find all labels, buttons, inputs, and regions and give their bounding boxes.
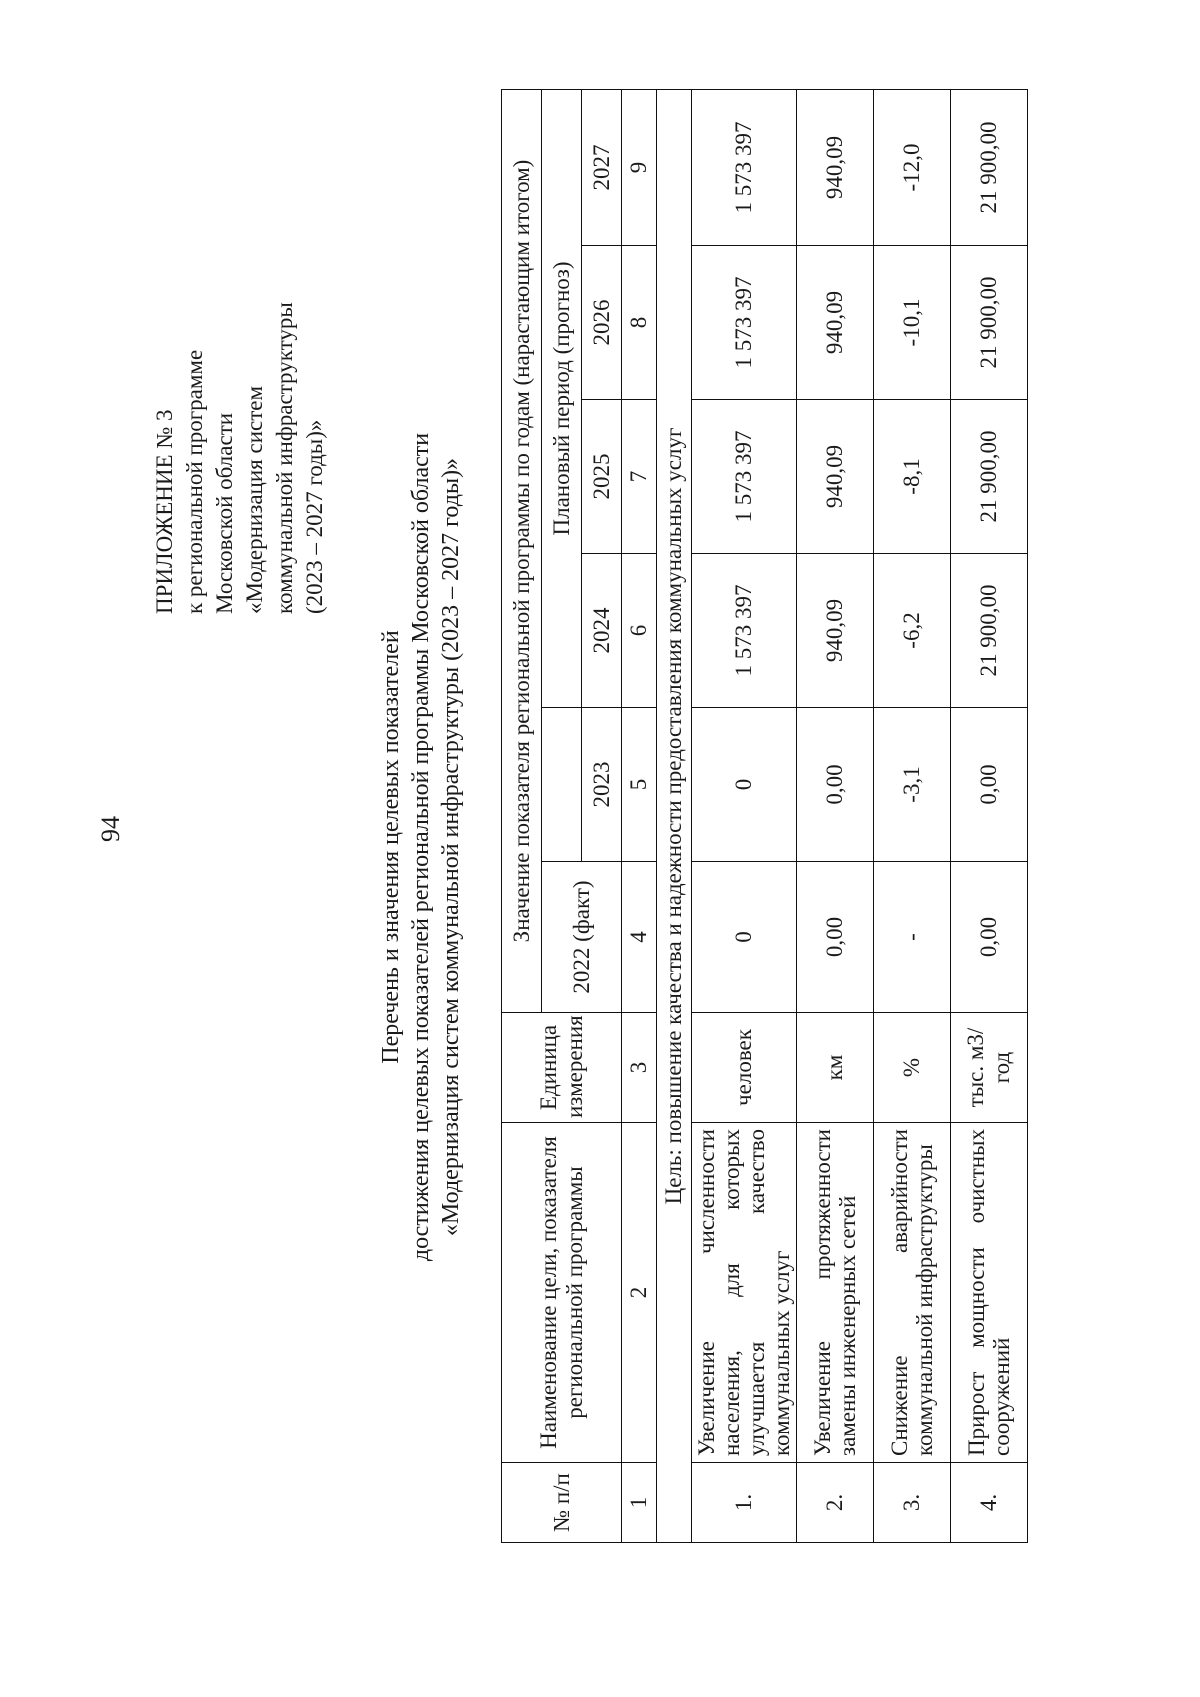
row-value-2025: 940,09 (797, 400, 874, 554)
row-value-2024: -6,2 (874, 554, 951, 708)
header-2022: 2022 (факт) (542, 862, 622, 1013)
row-value-2024: 1 573 397 (692, 554, 797, 708)
appendix-line: «Модернизация систем (242, 385, 267, 614)
row-num: 3. (874, 1463, 951, 1543)
appendix-line: к региональной программе (182, 349, 207, 614)
column-number: 9 (622, 89, 657, 245)
page-number: 94 (96, 816, 125, 842)
row-name: Увеличение протяженности замены инженерных сетей (797, 1123, 874, 1463)
row-num: 1. (692, 1463, 797, 1543)
row-name: Прирост мощности очистных сооружений (951, 1123, 1028, 1463)
row-value-2025: 21 900,00 (951, 400, 1028, 554)
row-value-2026: -10,1 (874, 246, 951, 400)
column-number: 7 (622, 400, 657, 554)
indicators-table (501, 89, 1028, 1543)
column-number: 6 (622, 554, 657, 708)
document-title (376, 147, 466, 1547)
row-value-2026: 21 900,00 (951, 246, 1028, 400)
row-num: 4. (951, 1463, 1028, 1543)
row-value-2025: 1 573 397 (692, 400, 797, 554)
row-value-2026: 1 573 397 (692, 246, 797, 400)
column-number: 5 (622, 708, 657, 862)
row-unit: км (797, 1013, 874, 1123)
row-value-2022: 0,00 (797, 862, 874, 1013)
goal-row: Цель: повышение качества и надежности предоставления коммунальных услуг (657, 89, 692, 1542)
row-value-2024: 940,09 (797, 554, 874, 708)
row-value-2023: 0,00 (951, 708, 1028, 862)
row-value-2022: 0,00 (951, 862, 1028, 1013)
table-row (692, 89, 797, 1542)
header-2025: 2025 (582, 400, 622, 554)
column-number: 8 (622, 246, 657, 400)
row-value-2026: 940,09 (797, 246, 874, 400)
appendix-line: коммунальной инфраструктуры (272, 302, 297, 614)
header-2024: 2024 (582, 554, 622, 708)
header-unit: Единица измерения (502, 1013, 622, 1123)
row-value-2023: -3,1 (874, 708, 951, 862)
column-number: 3 (622, 1013, 657, 1123)
header-blank (542, 708, 582, 862)
row-value-2027: 1 573 397 (692, 89, 797, 245)
column-number: 4 (622, 862, 657, 1013)
header-name: Наименование цели, показателя региональной программы (502, 1123, 622, 1463)
row-num: 2. (797, 1463, 874, 1543)
row-name: Снижение аварийности коммунальной инфраструктуры (874, 1123, 951, 1463)
column-number: 1 (622, 1463, 657, 1543)
header-2027: 2027 (582, 89, 622, 245)
row-value-2025: -8,1 (874, 400, 951, 554)
row-value-2022: - (874, 862, 951, 1013)
row-value-2023: 0,00 (797, 708, 874, 862)
row-value-2023: 0 (692, 708, 797, 862)
header-values-group: Значение показателя региональной программы по годам (нарастающим итогом) (502, 89, 542, 1012)
appendix-line: (2023 – 2027 годы)» (302, 419, 327, 614)
title-line: Перечень и значения целевых показателей (378, 630, 404, 1064)
appendix-line: ПРИЛОЖЕНИЕ № 3 (152, 409, 177, 614)
appendix-header (150, 154, 330, 614)
row-unit: тыс. м3/год (951, 1013, 1028, 1123)
row-value-2024: 21 900,00 (951, 554, 1028, 708)
row-value-2027: 21 900,00 (951, 89, 1028, 245)
row-value-2027: -12,0 (874, 89, 951, 245)
appendix-line: Московской области (212, 412, 237, 614)
row-unit: человек (692, 1013, 797, 1123)
row-value-2027: 940,09 (797, 89, 874, 245)
column-number: 2 (622, 1123, 657, 1463)
title-line: достижения целевых показателей региональной программы Московской области (408, 432, 434, 1262)
row-value-2022: 0 (692, 862, 797, 1013)
header-2026: 2026 (582, 246, 622, 400)
header-2023: 2023 (582, 708, 622, 862)
header-plan-period: Плановый период (прогноз) (542, 89, 582, 707)
table-row (951, 89, 1028, 1542)
table-row (797, 89, 874, 1542)
table-row (874, 89, 951, 1542)
title-line: «Модернизация систем коммунальной инфраструктуры (2023 – 2027 годы)» (438, 457, 464, 1237)
row-unit: % (874, 1013, 951, 1123)
row-name: Увеличение численности населения, для которых улучшается качество коммунальных услуг (692, 1123, 797, 1463)
header-num: № п/п (502, 1463, 622, 1543)
